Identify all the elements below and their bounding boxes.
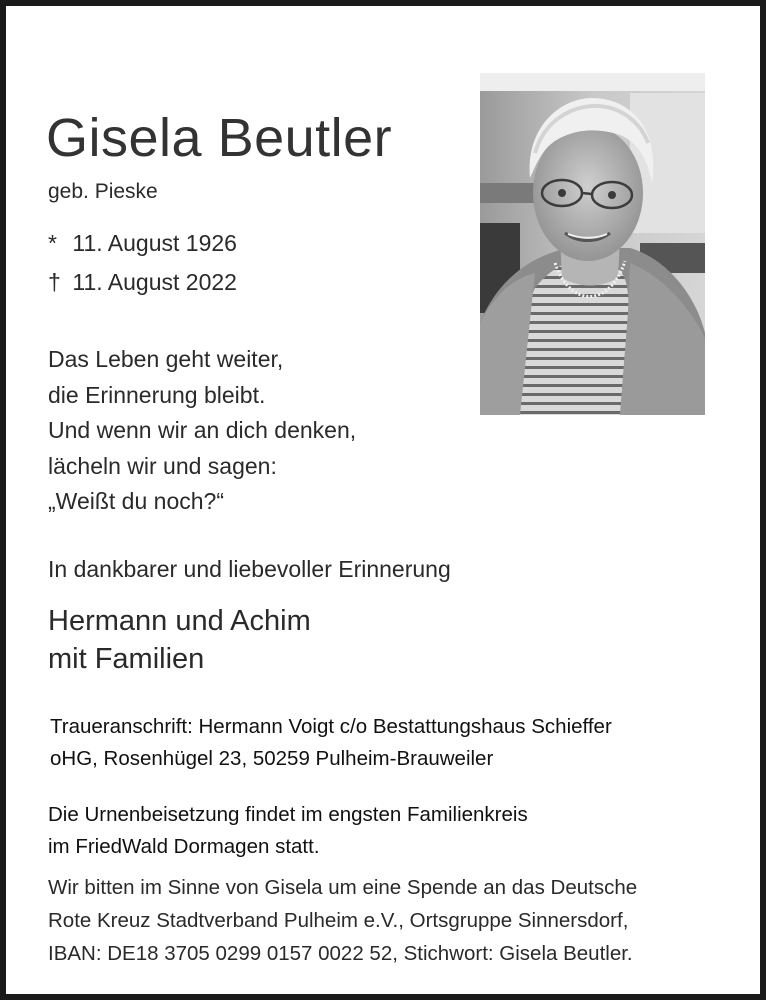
mourning-address — [50, 711, 612, 775]
birth-line — [48, 228, 237, 258]
mourners — [48, 602, 311, 678]
address-line: oHG, Rosenhügel 23, 50259 Pulheim-Brauweiler — [50, 747, 494, 770]
portrait-illustration — [480, 73, 705, 415]
mourners-line: mit Familien — [48, 643, 205, 675]
donation-request — [48, 871, 637, 970]
deceased-name: Gisela Beutler — [46, 108, 393, 168]
death-cross-symbol: † — [48, 269, 61, 295]
poem-line: Das Leben geht weiter, — [48, 346, 284, 372]
death-line — [48, 267, 237, 297]
birth-date: 11. August 1926 — [72, 230, 237, 256]
birth-star-symbol: * — [48, 230, 57, 256]
poem-line: lächeln wir und sagen: — [48, 452, 277, 479]
poem-line: Und wenn wir an dich denken, — [48, 417, 357, 443]
poem-line: die Erinnerung bleibt. — [48, 381, 266, 408]
donation-line: IBAN: DE18 3705 0299 0157 0022 52, Stichwort: Gisela Beutler. — [48, 942, 633, 965]
memorial-poem — [48, 342, 356, 520]
burial-line: im FriedWald Dormagen statt. — [48, 835, 320, 858]
death-date: 11. August 2022 — [72, 269, 237, 295]
portrait-photo — [480, 73, 705, 415]
burial-info — [48, 799, 528, 863]
burial-line: Die Urnenbeisetzung findet im engsten Familienkreis — [48, 803, 528, 826]
mourners-line: Hermann und Achim — [48, 605, 311, 637]
birth-name: geb. Pieske — [48, 180, 158, 203]
address-line: Traueranschrift: Hermann Voigt c/o Bestattungshaus Schieffer — [50, 715, 612, 738]
poem-line: „Weißt du noch?“ — [48, 488, 224, 514]
dedication: In dankbarer und liebevoller Erinnerung — [48, 556, 451, 582]
donation-line: Wir bitten im Sinne von Gisela um eine Spende an das Deutsche — [48, 876, 638, 899]
donation-line: Rote Kreuz Stadtverband Pulheim e.V., Ortsgruppe Sinnersdorf, — [48, 909, 629, 932]
